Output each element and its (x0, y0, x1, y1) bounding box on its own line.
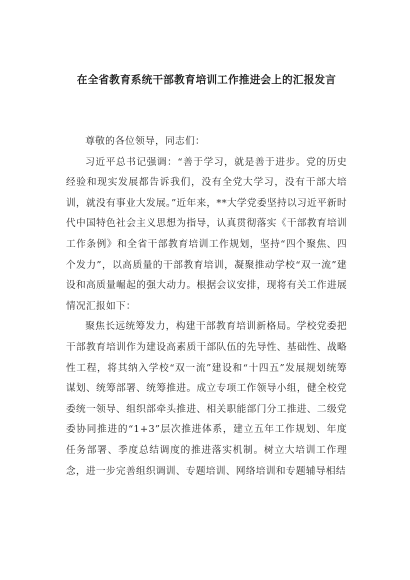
salutation-paragraph: 尊敬的各位领导，同志们： (85, 136, 206, 147)
section-paragraph: 聚焦长远统筹发力，构建干部教育培训新格局。学校党委把干部教育培训作为建设高素质干部队伍的先导性、基础性、战略性工程，将其纳入学校“双一流”建设和“十四五”发展规划统筹谋划、统筹部署、统筹推进。成立专项工作领导小组，健全校党委统一领导、组织部牵头推进、相关职能部门分工推进、二级党委协同推进的“1+3”层次推进体系，建立五年工作规划、年度任务部署、季度总结调度的推进落实机制。树立大培训工作理念，进一步完善组织调训、专题培训、网络培训和专题辅导相结 (66, 321, 347, 477)
document-body (66, 132, 347, 482)
intro-paragraph: 习近平总书记强调：“善于学习，就是善于进步。党的历史经验和现实发展都告诉我们，没有全党大学习，没有干部大培训，就没有事业大发展。”近年来，**大学党委坚持以习近平新时代中国特色社会主义思想为指导，认真贯彻落实《干部教育培训工作条例》和全省干部教育培训工作规划，坚持“四个聚焦、四个发力”，以高质量的干部教育培训，凝聚推动学校“双一流”建设和高质量崛起的强大动力。根据会议安排，现将有关工作进展情况汇报如下： (66, 156, 347, 312)
document-title: 在全省教育系统干部教育培训工作推进会上的汇报发言 (76, 74, 337, 86)
